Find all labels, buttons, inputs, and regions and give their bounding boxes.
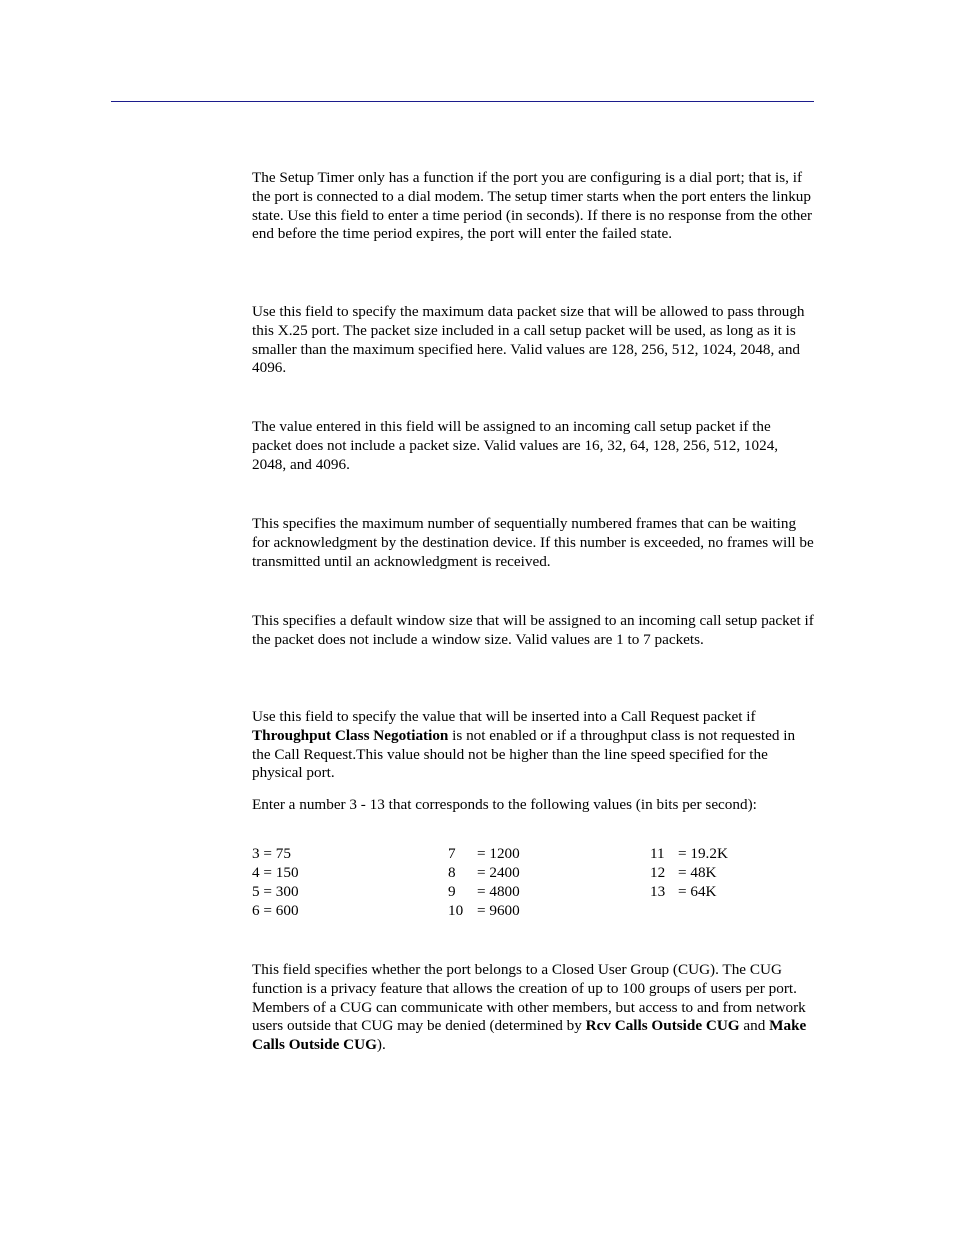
rate-value: = 4800 <box>477 883 520 900</box>
make-calls-outside-cug-term: Make Calls Outside CUG <box>252 1017 807 1054</box>
throughput-paragraph <box>252 708 814 783</box>
rate-cell: 3 = 75 <box>252 845 291 862</box>
rate-number: 10 <box>448 902 464 919</box>
rate-value: = 9600 <box>477 902 520 919</box>
rate-cell: 5 = 300 <box>252 883 299 900</box>
throughput-text-post: is not enabled or if a throughput class is not requested in the Call Request.This value should not be higher than the line speed specified for the physical port. <box>252 726 796 782</box>
max-packet-size-paragraph: Use this field to specify the maximum data packet size that will be allowed to pass through this X.25 port. The packet size included in a call setup packet will be used, as long as it is smaller than the maximum specified here. Valid values are 128, 256, 512, 1024, 2048, and 4096. <box>252 303 805 377</box>
rate-number: 11 <box>650 845 665 862</box>
rate-value: = 19.2K <box>678 845 728 862</box>
rate-value: = 1200 <box>477 845 520 862</box>
cug-text-pre: This field specifies whether the port belongs to a Closed User Group (CUG). The CUG function is a privacy feature that allows the creation of up to 100 groups of users per port. Members of a CUG can communicate with other members, but access to and from network users outside that CUG may be denied (determined by <box>252 961 806 1035</box>
rate-number: 12 <box>650 864 666 881</box>
throughput-enter-paragraph: Enter a number 3 - 13 that corresponds to the following values (in bits per second): <box>252 796 757 813</box>
max-window-size-paragraph: This specifies the maximum number of sequentially numbered frames that can be waiting for acknowledgment by the destination device. If this number is exceeded, no frames will be transmitted until an acknowledgment is received. <box>252 515 814 570</box>
throughput-text-pre: Use this field to specify the value that will be inserted into a Call Request packet if <box>252 708 756 725</box>
rate-value: = 2400 <box>477 864 520 881</box>
throughput-class-negotiation-term: Throughput Class Negotiation <box>252 726 449 744</box>
rate-number: 9 <box>448 883 456 900</box>
rate-value: = 64K <box>678 883 717 900</box>
header-rule <box>111 101 814 102</box>
default-packet-size-paragraph: The value entered in this field will be assigned to an incoming call setup packet if the packet does not include a packet size. Valid values are 16, 32, 64, 128, 256, 512, 1024, 2048, and 4096. <box>252 418 779 473</box>
cug-paragraph <box>252 961 814 1055</box>
cug-text-mid: and <box>739 1017 770 1035</box>
rate-cell: 6 = 600 <box>252 902 299 919</box>
rcv-calls-outside-cug-term: Rcv Calls Outside CUG <box>585 1017 740 1035</box>
rate-number: 8 <box>448 864 456 881</box>
rate-number: 7 <box>448 845 456 862</box>
rate-cell: 4 = 150 <box>252 864 299 881</box>
setup-timer-paragraph: The Setup Timer only has a function if the port you are configuring is a dial port; that is, if the port is connected to a dial modem. The setup timer starts when the port enters the linkup state. Use this field to enter a time period (in seconds). If there is no response from the other end before the time period expires, the port will enter the failed state. <box>252 169 813 243</box>
rate-value: = 48K <box>678 864 717 881</box>
cug-text-post: ). <box>376 1036 386 1054</box>
default-window-size-paragraph: This specifies a default window size that will be assigned to an incoming call setup packet if the packet does not include a window size. Valid values are 1 to 7 packets. <box>252 612 814 648</box>
rate-number: 13 <box>650 883 666 900</box>
